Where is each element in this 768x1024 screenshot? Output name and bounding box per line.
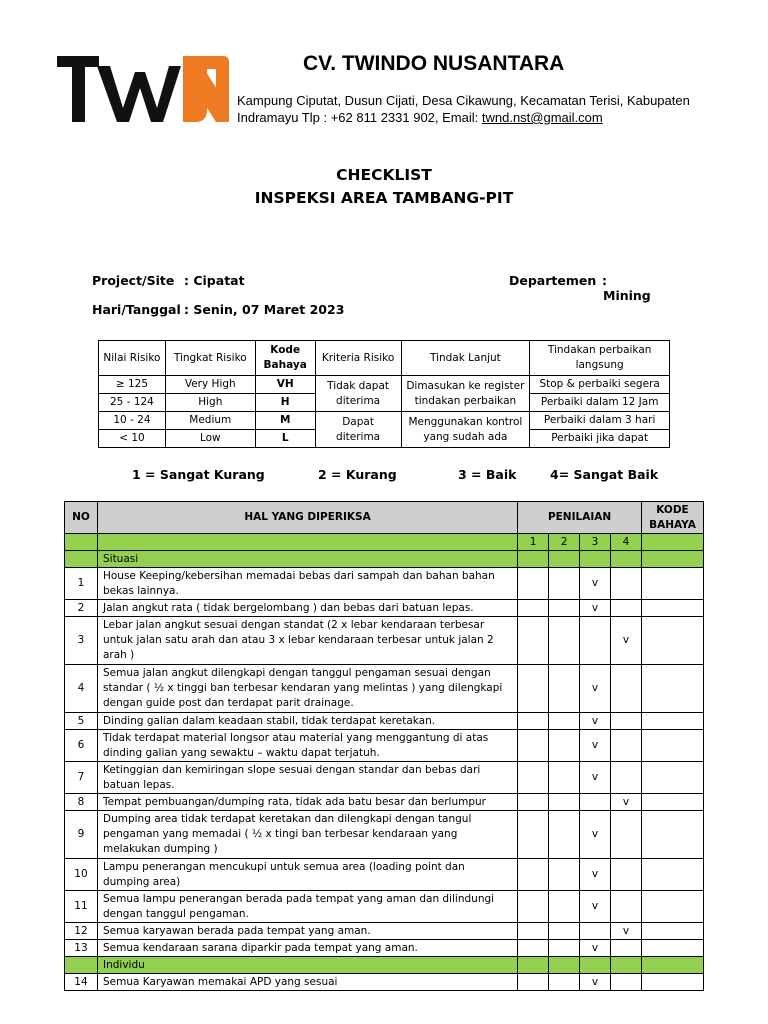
score-cell-4[interactable] [611,568,642,600]
department-value: Mining [603,288,651,303]
scale-1: 1 = Sangat Kurang [132,467,265,482]
score-cell-4[interactable] [611,730,642,762]
item-text: Dumping area tidak terdapat keretakan dan dilengkapi dengan tangul pengaman yang memadai ( ½ x tingi ban terbesar kendaraan yang melakukan dumping ) [97,811,517,859]
item-text: Semua karyawan berada pada tempat yang aman. [97,923,517,940]
risk-tindakan: Perbaiki dalam 3 hari [530,412,670,430]
department-label: Departemen [509,273,597,288]
score-cell-3[interactable]: v [580,940,611,957]
table-row [65,568,704,600]
item-number: 7 [65,762,98,794]
score-cell-3[interactable]: v [580,568,611,600]
item-number: 12 [65,923,98,940]
scale-4: 4= Sangat Baik [550,467,659,482]
score-cell-4[interactable]: v [611,923,642,940]
risk-tingkat: Low [165,430,255,448]
risk-tindak: Dimasukan ke register tindakan perbaikan [401,376,530,412]
score-cell-3[interactable]: v [580,730,611,762]
item-text: Ketinggian dan kemiringan slope sesuai dengan standar dan bebas dari batuan lepas. [97,762,517,794]
item-number: 13 [65,940,98,957]
item-number: 2 [65,600,98,617]
score-col-3: 3 [580,534,611,551]
score-cell-1[interactable] [518,665,549,713]
kode-bahaya-cell[interactable] [641,730,703,762]
item-text: Tempat pembuangan/dumping rata, tidak ada batu besar dan berlumpur [97,794,517,811]
risk-kode: L [255,430,315,448]
score-cell-3[interactable]: v [580,600,611,617]
kode-bahaya-cell[interactable] [641,974,703,991]
item-number: 8 [65,794,98,811]
email-link[interactable]: twnd.nst@gmail.com [481,110,603,125]
table-row [65,762,704,794]
header-penilaian: PENILAIAN [518,502,642,534]
table-row [65,940,704,957]
table-row [65,891,704,923]
item-number: 3 [65,617,98,665]
table-row [65,713,704,730]
header-no: NO [65,502,98,534]
section-label: Individu [97,957,517,974]
kode-bahaya-cell[interactable] [641,568,703,600]
risk-header-tindakan: Tindakan perbaikan langsung [530,341,670,376]
item-text: Jalan angkut rata ( tidak bergelombang ) dan bebas dari batuan lepas. [97,600,517,617]
score-cell-4[interactable] [611,762,642,794]
score-cell-2[interactable] [549,617,580,665]
company-logo [57,56,229,122]
score-cell-2[interactable] [549,923,580,940]
checklist-header-row [65,502,704,534]
score-cell-3[interactable] [580,923,611,940]
risk-header-row [99,341,670,376]
item-text: Semua kendaraan sarana diparkir pada tempat yang aman. [97,940,517,957]
score-cell-1[interactable] [518,811,549,859]
score-cell-2[interactable] [549,974,580,991]
risk-header-kode: Kode Bahaya [255,341,315,376]
score-cell-1[interactable] [518,859,549,891]
score-cell-3[interactable]: v [580,713,611,730]
score-cell-2[interactable] [549,713,580,730]
score-cell-3[interactable] [580,794,611,811]
score-cell-3[interactable]: v [580,762,611,794]
table-row [65,859,704,891]
item-text: Semua lampu penerangan berada pada tempat yang aman dan dilindungi dengan tanggul pengaman. [97,891,517,923]
risk-tingkat: High [165,394,255,412]
score-cell-1[interactable] [518,762,549,794]
date-value: : Senin, 07 Maret 2023 [184,302,345,317]
score-cell-1[interactable] [518,794,549,811]
header-kode-bahaya: KODE BAHAYA [641,502,703,534]
score-cell-1[interactable] [518,940,549,957]
risk-nilai: 25 - 124 [99,394,166,412]
header-hal: HAL YANG DIPERIKSA [97,502,517,534]
risk-nilai: ≥ 125 [99,376,166,394]
score-cell-1[interactable] [518,600,549,617]
risk-tingkat: Very High [165,376,255,394]
score-cell-4[interactable]: v [611,617,642,665]
blank-cell [97,534,517,551]
score-cell-3[interactable] [580,617,611,665]
risk-nilai: 10 - 24 [99,412,166,430]
risk-row [99,412,670,430]
score-cell-2[interactable] [549,794,580,811]
score-cell-2[interactable] [549,762,580,794]
table-row [65,600,704,617]
score-col-1: 1 [518,534,549,551]
section-row-situasi [65,551,704,568]
risk-header-tingkat: Tingkat Risiko [165,341,255,376]
item-text: House Keeping/kebersihan memadai bebas dari sampah dan bahan bahan bekas lainnya. [97,568,517,600]
table-row [65,794,704,811]
risk-tindakan: Perbaiki dalam 12 Jam [530,394,670,412]
blank-cell [65,534,98,551]
table-row [65,974,704,991]
score-col-2: 2 [549,534,580,551]
risk-tindak: Menggunakan kontrol yang sudah ada [401,412,530,448]
risk-kriteria: Dapat diterima [315,412,401,448]
score-cell-2[interactable] [549,940,580,957]
item-number: 4 [65,665,98,713]
score-cell-2[interactable] [549,811,580,859]
item-text: Semua jalan angkut dilengkapi dengan tanggul pengaman sesuai dengan standar ( ½ x tinggi ban terbesar kendaran yang melintas ) yang dilengkapi dengan guide post dan terdapat parit drainage. [97,665,517,713]
score-cell-3[interactable]: v [580,665,611,713]
score-cell-2[interactable] [549,730,580,762]
score-cell-1[interactable] [518,568,549,600]
item-text: Tidak terdapat material longsor atau material yang menggantung di atas dinding galian yang sewaktu – waktu dapat terjatuh. [97,730,517,762]
score-cell-4[interactable] [611,811,642,859]
score-scale-row [65,534,704,551]
item-number: 5 [65,713,98,730]
score-cell-4[interactable] [611,891,642,923]
kode-bahaya-cell[interactable] [641,859,703,891]
kode-bahaya-cell[interactable] [641,762,703,794]
item-number: 11 [65,891,98,923]
department-colon: : [602,273,607,288]
score-cell-4[interactable] [611,859,642,891]
risk-header-nilai: Nilai Risiko [99,341,166,376]
score-cell-2[interactable] [549,891,580,923]
item-text: Dinding galian dalam keadaan stabil, tidak terdapat keretakan. [97,713,517,730]
risk-tindakan: Stop & perbaiki segera [530,376,670,394]
risk-kode: H [255,394,315,412]
risk-nilai: < 10 [99,430,166,448]
item-number: 1 [65,568,98,600]
score-cell-4[interactable] [611,713,642,730]
kode-bahaya-cell[interactable] [641,713,703,730]
score-cell-1[interactable] [518,891,549,923]
item-number: 6 [65,730,98,762]
score-cell-4[interactable] [611,974,642,991]
score-col-4: 4 [611,534,642,551]
project-label: Project/Site [92,273,175,288]
score-cell-2[interactable] [549,859,580,891]
score-cell-1[interactable] [518,923,549,940]
score-cell-2[interactable] [549,600,580,617]
item-text: Lampu penerangan mencukupi untuk semua area (loading point dan dumping area) [97,859,517,891]
scale-2: 2 = Kurang [318,467,397,482]
blank-cell [65,957,98,974]
kode-bahaya-cell[interactable] [641,617,703,665]
score-cell-4[interactable] [611,665,642,713]
risk-header-kriteria: Kriteria Risiko [315,341,401,376]
risk-kode: VH [255,376,315,394]
score-cell-4[interactable] [611,940,642,957]
score-cell-2[interactable] [549,568,580,600]
item-number: 14 [65,974,98,991]
table-row [65,665,704,713]
risk-header-tindak: Tindak Lanjut [401,341,530,376]
item-text: Semua Karyawan memakai APD yang sesuai [97,974,517,991]
company-name: CV. TWINDO NUSANTARA [303,52,565,75]
risk-tindakan: Perbaiki jika dapat [530,430,670,448]
checklist-items [65,974,704,991]
blank-cell [65,551,98,568]
checklist-items [65,568,704,957]
item-text: Lebar jalan angkut sesuai dengan standat (2 x lebar kendaraan terbesar untuk jalan satu arah dan atau 3 x lebar kendaraan terbesar untuk jalan 2 arah ) [97,617,517,665]
kode-bahaya-cell[interactable] [641,794,703,811]
scale-3: 3 = Baik [458,467,517,482]
score-cell-4[interactable] [611,600,642,617]
kode-bahaya-cell[interactable] [641,811,703,859]
document-subtitle: INSPEKSI AREA TAMBANG-PIT [254,189,514,207]
score-cell-3[interactable]: v [580,891,611,923]
score-cell-2[interactable] [549,665,580,713]
document-title: CHECKLIST [336,166,432,184]
kode-bahaya-cell[interactable] [641,600,703,617]
score-cell-1[interactable] [518,713,549,730]
table-row [65,730,704,762]
section-label: Situasi [97,551,517,568]
kode-bahaya-cell[interactable] [641,665,703,713]
risk-matrix-table [98,340,670,448]
table-row [65,811,704,859]
blank-cell [641,534,703,551]
kode-bahaya-cell[interactable] [641,940,703,957]
inspection-checklist-table [64,501,704,991]
address-line-2: Indramayu Tlp : +62 811 2331 902, Email: [237,110,482,125]
project-value: : Cipatat [184,273,245,288]
risk-kode: M [255,412,315,430]
risk-row [99,376,670,394]
company-address [237,92,697,126]
item-number: 9 [65,811,98,859]
score-cell-1[interactable] [518,730,549,762]
section-row-individu [65,957,704,974]
item-number: 10 [65,859,98,891]
date-label: Hari/Tanggal [92,302,181,317]
risk-kriteria: Tidak dapat diterima [315,376,401,412]
score-cell-3[interactable]: v [580,811,611,859]
score-cell-4[interactable]: v [611,794,642,811]
score-cell-1[interactable] [518,974,549,991]
risk-tingkat: Medium [165,412,255,430]
score-cell-3[interactable]: v [580,974,611,991]
score-cell-3[interactable]: v [580,859,611,891]
table-row [65,923,704,940]
kode-bahaya-cell[interactable] [641,891,703,923]
address-line-1: Kampung Ciputat, Dusun Cijati, Desa Cikawung, Kecamatan Terisi, Kabupaten [237,93,690,108]
score-cell-1[interactable] [518,617,549,665]
table-row [65,617,704,665]
kode-bahaya-cell[interactable] [641,923,703,940]
